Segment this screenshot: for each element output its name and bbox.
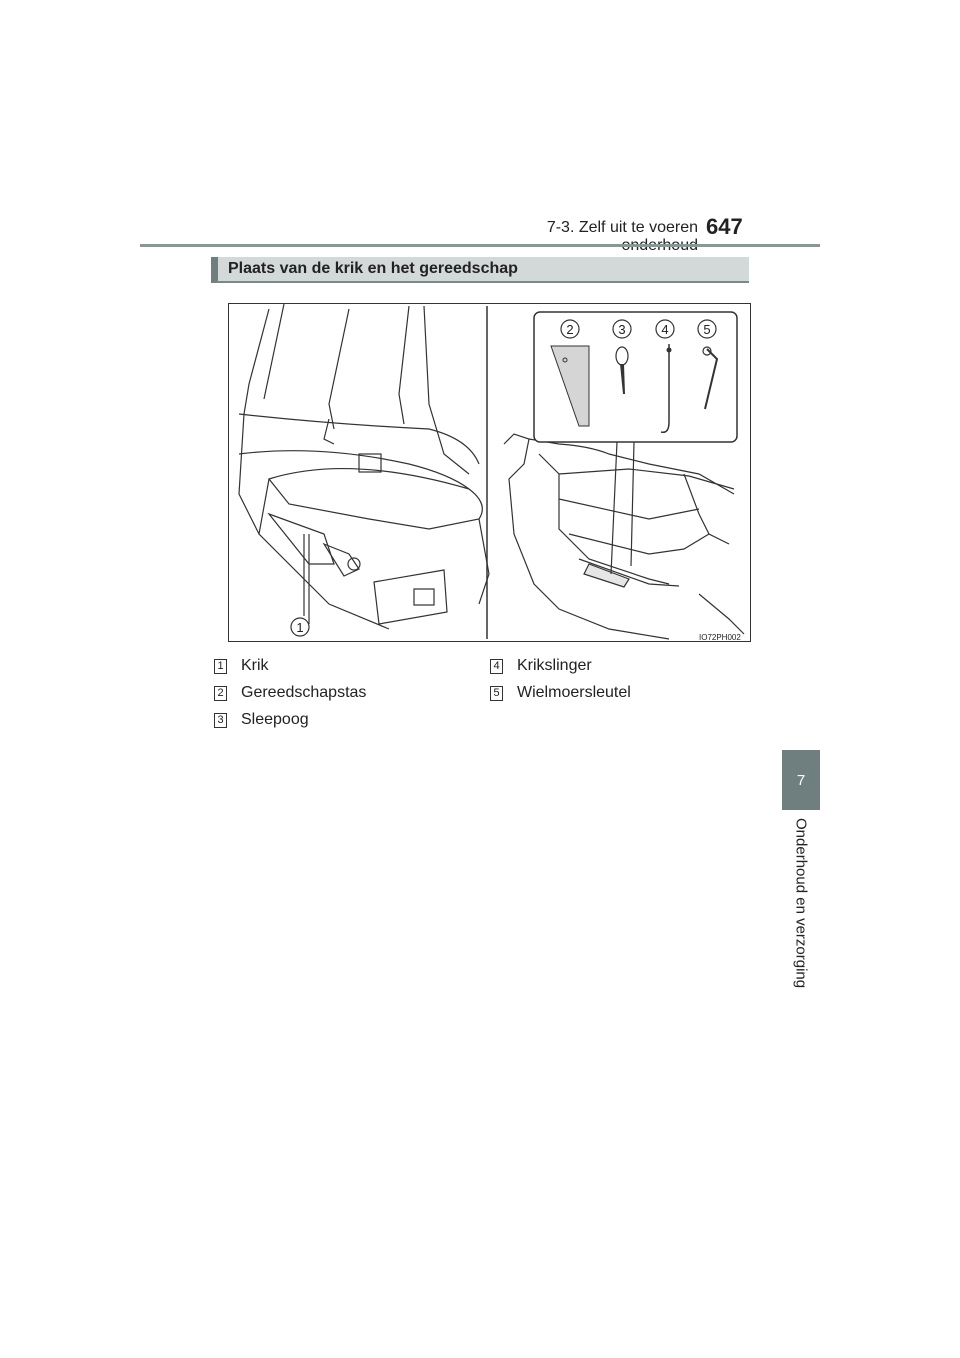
legend-item-3: 3 Sleepoog <box>214 711 309 729</box>
chapter-title-text: Onderhoud en verzorging <box>792 818 810 989</box>
section-heading-text: Plaats van de krik en het gereedschap <box>228 260 518 277</box>
legend-label: Gereedschapstas <box>241 684 367 701</box>
illustration-svg <box>229 304 750 641</box>
legend-label: Wielmoersleutel <box>517 684 631 701</box>
callout-2 <box>561 320 579 338</box>
svg-text:2: 2 <box>566 322 574 337</box>
legend-label: Sleepoog <box>241 711 309 728</box>
header-divider <box>140 244 820 247</box>
callout-4 <box>656 320 674 338</box>
legend-item-4: 4 Krikslinger <box>490 657 592 675</box>
svg-text:1: 1 <box>296 620 304 635</box>
callout-3 <box>613 320 631 338</box>
callout-5 <box>698 320 716 338</box>
svg-text:3: 3 <box>618 322 626 337</box>
callout-1 <box>291 618 309 636</box>
legend-item-2: 2 Gereedschapstas <box>214 684 366 702</box>
svg-text:5: 5 <box>703 322 711 337</box>
rear-seat-drawing <box>239 304 489 629</box>
jack-tools-illustration <box>228 303 751 642</box>
legend-item-5: 5 Wielmoersleutel <box>490 684 631 702</box>
section-heading <box>211 257 749 283</box>
running-header-section: 7-3. Zelf uit te voeren <box>546 219 698 236</box>
svg-text:4: 4 <box>661 322 669 337</box>
legend-label: Krik <box>241 657 269 674</box>
chapter-title <box>768 818 834 998</box>
luggage-area-drawing <box>504 434 744 639</box>
chapter-tab <box>782 750 820 810</box>
legend-item-1: 1 Krik <box>214 657 269 675</box>
chapter-number: 7 <box>796 771 806 789</box>
legend-label: Krikslinger <box>517 657 592 674</box>
figure-code: IO72PH002 <box>699 633 741 642</box>
page-number: 647 <box>706 214 743 239</box>
